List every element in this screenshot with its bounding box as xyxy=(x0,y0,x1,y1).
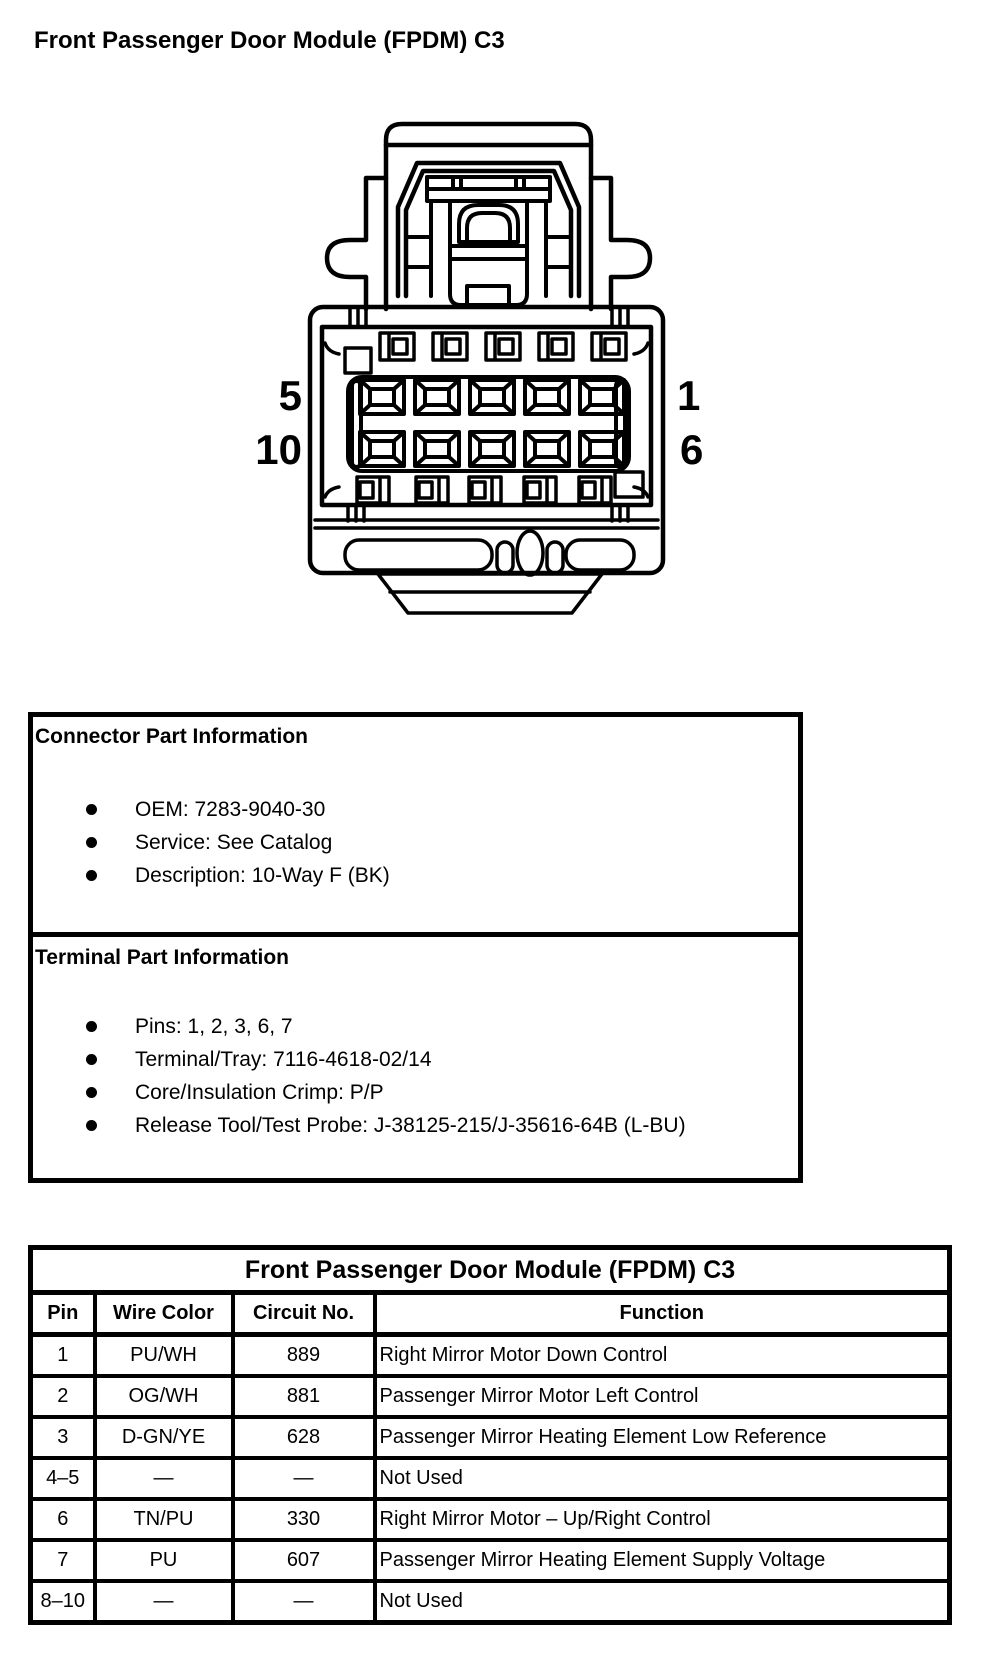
table-title-row xyxy=(31,1248,950,1293)
cell-pin: 1 xyxy=(31,1335,95,1377)
cell-circuit-no: — xyxy=(233,1458,375,1499)
cell-pin: 7 xyxy=(31,1540,95,1581)
table-row xyxy=(31,1581,950,1623)
cell-pin: 3 xyxy=(31,1417,95,1458)
cell-function: Right Mirror Motor Down Control xyxy=(375,1335,950,1377)
pin-label-top-right: 1 xyxy=(677,372,701,419)
cell-function: Right Mirror Motor – Up/Right Control xyxy=(375,1499,950,1540)
list-item: Core/Insulation Crimp: P/P xyxy=(35,1076,790,1109)
connector-part-information-heading: Connector Part Information xyxy=(35,725,309,748)
column-header-pin: Pin xyxy=(31,1293,95,1335)
cell-function: Passenger Mirror Heating Element Low Reference xyxy=(375,1417,950,1458)
table-row xyxy=(31,1499,950,1540)
cell-wire-color: OG/WH xyxy=(95,1376,233,1417)
cell-wire-color: D-GN/YE xyxy=(95,1417,233,1458)
part-information-box xyxy=(28,712,803,1183)
cell-pin: 4–5 xyxy=(31,1458,95,1499)
list-item: Service: See Catalog xyxy=(35,826,790,859)
table-row xyxy=(31,1540,950,1581)
cell-wire-color: TN/PU xyxy=(95,1499,233,1540)
cell-pin: 6 xyxy=(31,1499,95,1540)
connector-bottom-tab-row xyxy=(357,477,611,503)
cell-circuit-no: — xyxy=(233,1581,375,1623)
cell-circuit-no: 628 xyxy=(233,1417,375,1458)
page-title: Front Passenger Door Module (FPDM) C3 xyxy=(34,27,505,54)
column-header-function: Function xyxy=(375,1293,950,1335)
connector-top-tab-row xyxy=(380,333,626,360)
table-row xyxy=(31,1417,950,1458)
connector-pin-grid xyxy=(348,377,629,471)
terminal-part-information-list xyxy=(35,1010,790,1142)
cell-wire-color: PU/WH xyxy=(95,1335,233,1377)
connector-part-information-section xyxy=(33,717,798,932)
terminal-part-information-section xyxy=(33,932,798,1178)
list-item: OEM: 7283-9040-30 xyxy=(35,793,790,826)
list-item: Description: 10-Way F (BK) xyxy=(35,859,790,892)
column-header-circuit-no: Circuit No. xyxy=(233,1293,375,1335)
table-row xyxy=(31,1458,950,1499)
column-header-wire-color: Wire Color xyxy=(95,1293,233,1335)
pin-label-top-left: 5 xyxy=(278,372,302,419)
cell-pin: 2 xyxy=(31,1376,95,1417)
cell-function: Not Used xyxy=(375,1581,950,1623)
cell-function: Passenger Mirror Motor Left Control xyxy=(375,1376,950,1417)
cell-circuit-no: 889 xyxy=(233,1335,375,1377)
terminal-part-information-heading: Terminal Part Information xyxy=(35,946,289,969)
cell-circuit-no: 330 xyxy=(233,1499,375,1540)
connector-latch-detail xyxy=(406,177,571,306)
cell-wire-color: — xyxy=(95,1458,233,1499)
pin-label-bottom-left: 10 xyxy=(255,426,302,473)
cell-circuit-no: 607 xyxy=(233,1540,375,1581)
pinout-table-title: Front Passenger Door Module (FPDM) C3 xyxy=(31,1248,950,1293)
connector-part-information-list xyxy=(35,793,790,892)
table-row xyxy=(31,1335,950,1377)
cell-wire-color: — xyxy=(95,1581,233,1623)
pinout-table xyxy=(28,1245,952,1625)
cell-circuit-no: 881 xyxy=(233,1376,375,1417)
cell-function: Passenger Mirror Heating Element Supply Voltage xyxy=(375,1540,950,1581)
list-item: Terminal/Tray: 7116-4618-02/14 xyxy=(35,1043,790,1076)
connector-diagram xyxy=(0,0,992,660)
list-item: Pins: 1, 2, 3, 6, 7 xyxy=(35,1010,790,1043)
table-header-row xyxy=(31,1293,950,1335)
table-row xyxy=(31,1376,950,1417)
list-item: Release Tool/Test Probe: J-38125-215/J-35616-64B (L-BU) xyxy=(35,1109,790,1142)
cell-wire-color: PU xyxy=(95,1540,233,1581)
cell-function: Not Used xyxy=(375,1458,950,1499)
pin-label-bottom-right: 6 xyxy=(680,426,704,473)
cell-pin: 8–10 xyxy=(31,1581,95,1623)
